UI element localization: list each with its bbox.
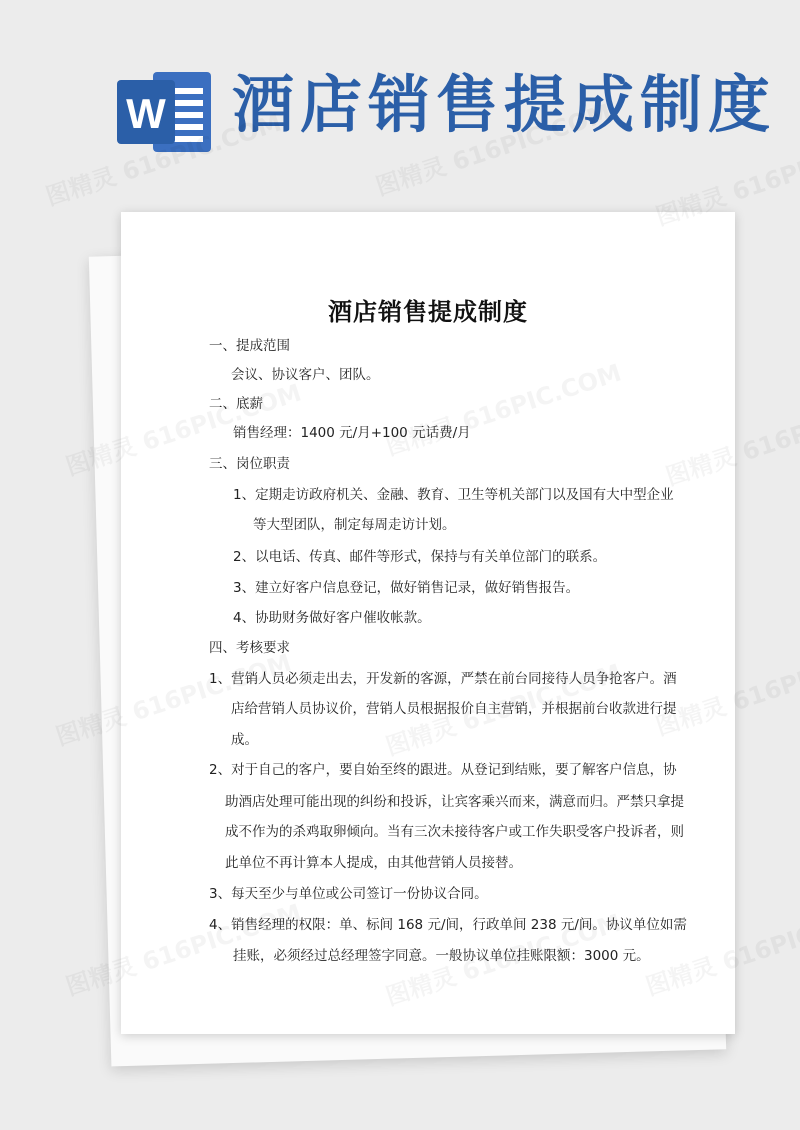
section-1-heading: 一、提成范围: [209, 338, 290, 354]
text-line: 成。: [231, 732, 258, 748]
text-line: 4、销售经理的权限：单、标间 168 元/间，行政单间 238 元/间。协议单位如需: [209, 917, 687, 933]
text-line: 店给营销人员协议价，营销人员根据报价自主营销，并根据前台收款进行提: [231, 701, 677, 717]
section-4-heading: 四、考核要求: [209, 640, 290, 656]
text-line: 3、每天至少与单位或公司签订一份协议合同。: [209, 886, 488, 902]
text-line: 4、协助财务做好客户催收帐款。: [233, 610, 431, 626]
text-line: 助酒店处理可能出现的纠纷和投诉，让宾客乘兴而来，满意而归。严禁只拿提: [225, 794, 684, 810]
document-title: 酒店销售提成制度: [328, 298, 528, 326]
text-line: 1、定期走访政府机关、金融、教育、卫生等机关部门以及国有大中型企业: [233, 487, 674, 503]
section-2-heading: 二、底薪: [209, 396, 263, 412]
text-line: 2、对于自己的客户，要自始至终的跟进。从登记到结账，要了解客户信息，协: [209, 762, 677, 778]
text-line: 等大型团队，制定每周走访计划。: [253, 517, 456, 533]
text-line: 销售经理：1400 元/月+100 元话费/月: [233, 425, 471, 441]
banner-title: 酒店销售提成制度: [232, 68, 777, 141]
text-line: 1、营销人员必须走出去，开发新的客源，严禁在前台同接待人员争抢客户。酒: [209, 671, 677, 687]
text-line: 会议、协议客户、团队。: [231, 367, 380, 383]
text-line: 2、以电话、传真、邮件等形式，保持与有关单位部门的联系。: [233, 549, 607, 565]
text-line: 成不作为的杀鸡取卵倾向。当有三次未接待客户或工作失职受客户投诉者，则: [225, 824, 684, 840]
text-line: 3、建立好客户信息登记，做好销售记录，做好销售报告。: [233, 580, 580, 596]
svg-text:W: W: [126, 90, 166, 137]
text-line: 挂账，必须经过总经理签字同意。一般协议单位挂账限额：3000 元。: [233, 948, 650, 964]
document-page: [121, 212, 735, 1034]
word-icon: [115, 62, 215, 162]
section-3-heading: 三、岗位职责: [209, 456, 290, 472]
text-line: 此单位不再计算本人提成，由其他营销人员接替。: [225, 855, 522, 871]
banner: [0, 0, 800, 200]
